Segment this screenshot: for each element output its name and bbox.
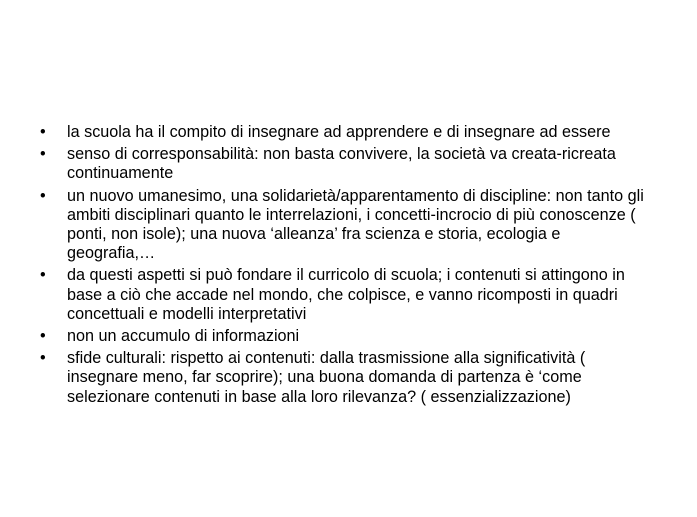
bullet-marker: • <box>40 145 46 164</box>
bullet-list <box>38 123 650 410</box>
bullet-text: non un accumulo di informazioni <box>67 327 300 346</box>
bullet-text: la scuola ha il compito di insegnare ad apprendere e di insegnare ad essere <box>67 123 611 141</box>
bullet-item <box>38 145 650 183</box>
bullet-marker: • <box>40 266 46 285</box>
bullet-item <box>38 266 650 324</box>
bullet-item <box>38 123 650 142</box>
bullet-item <box>38 327 650 346</box>
bullet-marker: • <box>40 327 46 346</box>
bullet-marker: • <box>40 186 46 205</box>
bullet-text: senso di corresponsabilità: non basta convivere, la società va creata-ricreata continuamente <box>67 145 616 183</box>
bullet-item <box>38 187 650 264</box>
bullet-text: un nuovo umanesimo, una solidarietà/apparentamento di discipline: non tanto gli ambiti disciplinari quanto le interrelazioni, i concetti-incrocio di più conoscenze ( ponti, non isole); una nuova ‘alleanza’ fra scienza e storia, ecologia e geografia,… <box>67 186 644 263</box>
bullet-item <box>38 349 650 407</box>
bullet-marker: • <box>40 123 46 141</box>
bullet-text: sfide culturali: rispetto ai contenuti: dalla trasmissione alla significatività ( insegnare meno, far scoprire); una buona domanda di partenza è ‘come selezionare contenuti in base alla loro rilevanza? ( essenzializzazione) <box>67 349 586 406</box>
bullet-text: da questi aspetti si può fondare il curricolo di scuola; i contenuti si attingono in base a ciò che accade nel mondo, che colpisce, e vanno ricomposti in quadri concettuali e modelli interpretativi <box>67 266 625 323</box>
bullet-marker: • <box>40 349 46 368</box>
